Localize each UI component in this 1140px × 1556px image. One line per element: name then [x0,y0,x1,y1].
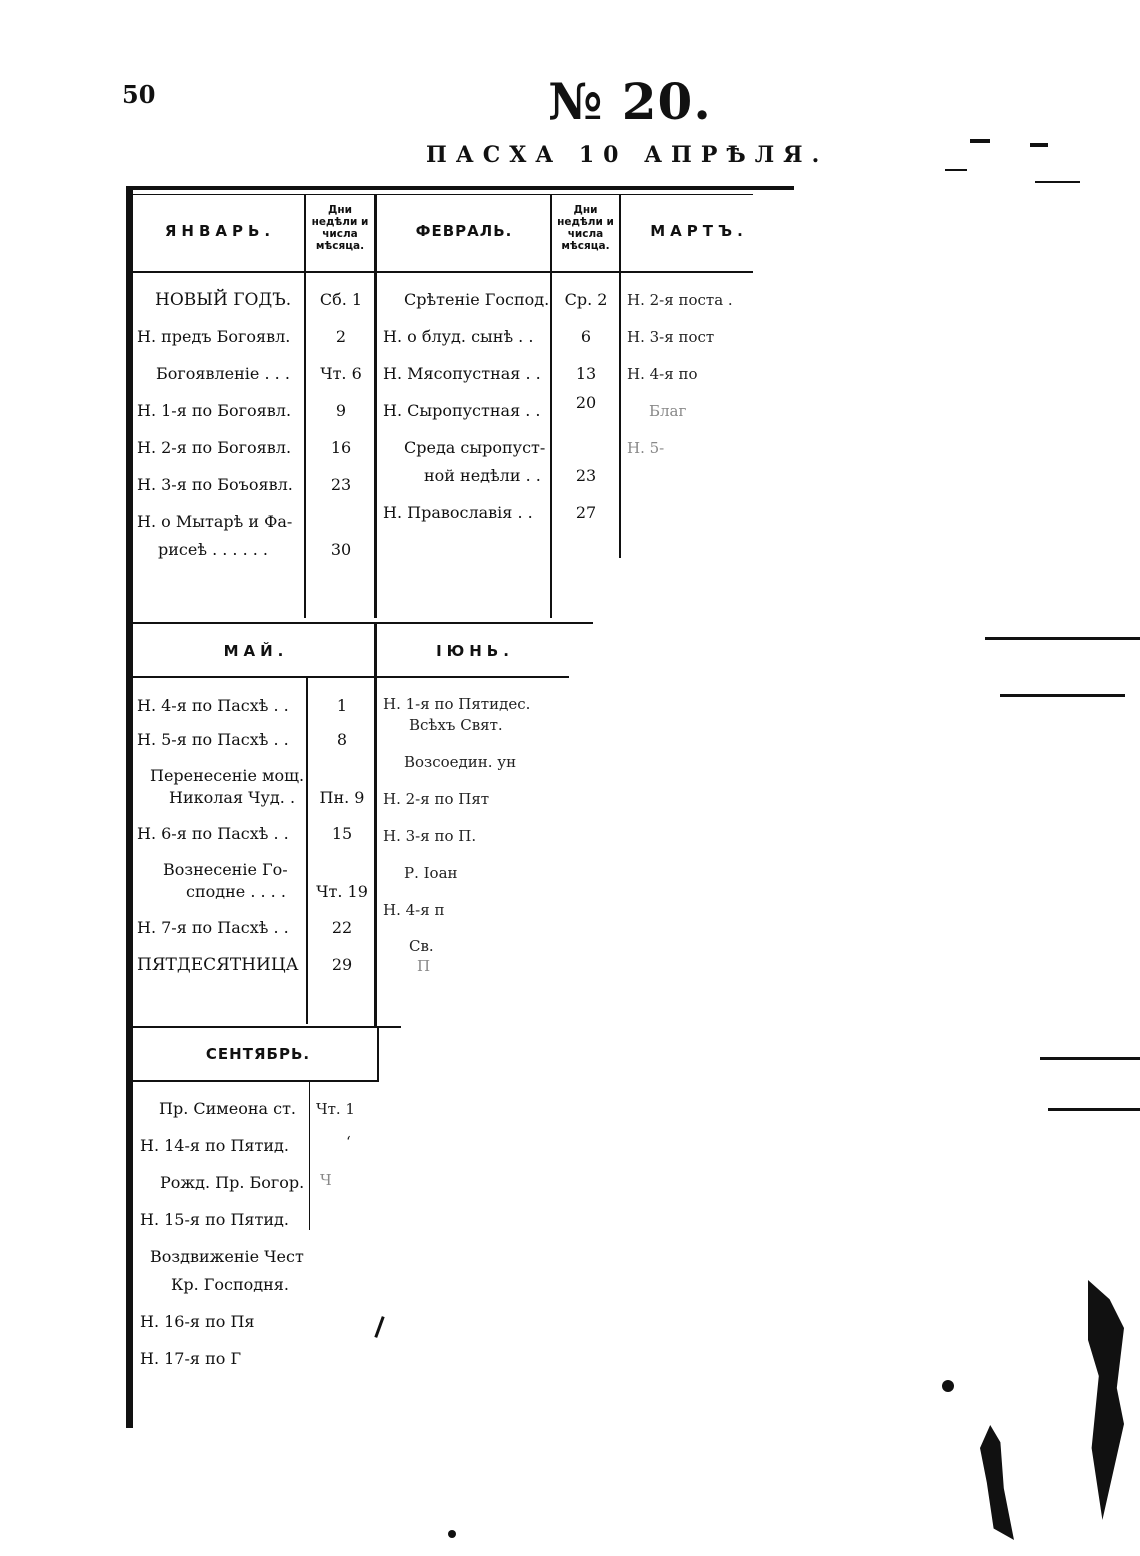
row1-header-rule [133,271,753,273]
may-label: Н. 6-я по Пасхѣ . . [137,824,289,843]
may-value: Пн. 9 [319,788,365,807]
scan-mark [1040,1057,1140,1060]
feb-value: 23 [575,466,597,485]
march-title: МАРТЪ. [650,222,748,240]
march-row: Благ [649,402,687,420]
feb-label: Н. Православія . . [383,503,533,522]
feb-label: Н. Сыропустная . . [383,401,541,420]
jan-label: Богоявленіе . . . [156,364,290,383]
page-number: 50 [122,80,156,109]
table-number: № 20. [548,72,712,131]
march-row: Н. 5- [627,439,665,457]
may-june-divider [374,624,377,1028]
feb-label: Н. о блуд. сынѣ . . [383,327,534,346]
scan-mark [374,1316,384,1338]
jan-label: НОВЫЙ ГОДЪ. [155,290,292,310]
feb-value: 13 [575,364,597,383]
june-row: Н. 4-я п [383,901,445,919]
march-row: Н. 2-я поста . [627,291,733,309]
june-row: Св. [409,937,434,955]
sep-label: Н. 15-я по Пятид. [140,1210,289,1229]
row3-top-rule [133,1026,401,1028]
jan-label: Н. предъ Богоявл. [137,327,291,346]
january-days-header: Дни недѣли и числа мѣсяца. [311,204,369,252]
jan-value: 30 [330,540,352,559]
feb-days-divider [550,194,552,618]
june-row: Р. Іоан [404,864,458,882]
may-label: Н. 7-я по Пасхѣ . . [137,918,289,937]
jan-value: 16 [330,438,352,457]
may-value: 29 [331,955,353,974]
sep-label: Кр. Господня. [171,1275,289,1294]
sep-label: Пр. Симеона ст. [159,1099,297,1118]
sep-label: Рожд. Пр. Богор. [160,1173,305,1192]
feb-label: Среда сыропуст- [404,438,546,457]
jan-feb-divider [374,194,377,618]
may-label: Н. 5-я по Пасхѣ . . [137,730,289,749]
may-value: 15 [331,824,353,843]
jan-label: Н. 1-я по Богоявл. [137,401,292,420]
february-title: ФЕВРАЛЬ. [415,222,513,240]
may-label: Николая Чуд. . [169,788,296,807]
scan-mark [1048,1108,1140,1111]
sep-value: Ч [320,1171,332,1189]
scan-mark [980,1425,1014,1540]
jan-value: 9 [335,401,347,420]
feb-label: Н. Мясопустная . . [383,364,541,383]
may-title: МАЙ. [223,642,289,660]
jan-value: 2 [335,327,347,346]
may-value: Чт. 19 [316,882,368,901]
september-title: СЕНТЯБРЬ. [205,1045,311,1063]
june-row: П [417,957,431,975]
feb-value: 20 [575,393,597,412]
february-days-header: Дни недѣли и числа мѣсяца. [557,204,614,252]
jan-days-divider [304,194,306,618]
june-header-rule [377,676,569,678]
may-label: Н. 4-я по Пасхѣ . . [137,696,289,715]
jan-label: Н. о Мытарѣ и Фа- [137,512,293,531]
june-row: Возсоедин. ун [404,753,517,771]
scan-mark [1035,181,1080,183]
may-header-rule [133,676,375,678]
jan-label: рисеѣ . . . . . . [158,540,269,559]
may-label: Вознесеніе Го- [163,860,288,879]
sep-label: Воздвиженіе Чест [150,1247,304,1266]
september-header-rule [133,1080,379,1082]
sep-value: Чт. 1 [316,1100,355,1118]
feb-mar-divider [619,194,621,558]
june-row: Н. 3-я по П. [383,827,477,845]
march-row: Н. 3-я пост [627,328,715,346]
june-row: Н. 1-я по Пятидес. [383,695,531,713]
scan-mark [942,1380,954,1392]
scan-mark [985,637,1140,640]
june-row: Н. 2-я по Пят [383,790,490,808]
september-days-divider [309,1082,310,1230]
scan-mark [945,169,967,171]
table-top-border [126,186,794,190]
scan-mark [1088,1280,1124,1520]
may-value: 1 [336,696,348,715]
table-left-border [126,188,133,1428]
may-label: сподне . . . . [186,882,286,901]
sep-label: Н. 17-я по Г [140,1349,242,1368]
feb-value: 6 [580,327,592,346]
march-row: Н. 4-я по [627,365,698,383]
may-days-divider [306,678,308,1024]
sep-label: Н. 14-я по Пятид. [140,1136,289,1155]
jan-label: Н. 3-я по Боъоявл. [137,475,293,494]
may-value: 22 [331,918,353,937]
scan-mark [1030,143,1048,147]
june-title: ІЮНЬ. [436,642,514,660]
sep-label: Н. 16-я по Пя [140,1312,255,1331]
september-header-right-border [377,1028,379,1080]
scan-mark [1000,694,1125,697]
feb-label: ной недѣли . . [424,466,541,485]
scan-mark [448,1530,456,1538]
june-row: Всѣхъ Свят. [409,716,503,734]
easter-date-subtitle: ПАСХА 10 АПРѢЛЯ. [426,142,829,168]
may-label: ПЯТДЕСЯТНИЦА [137,955,299,975]
january-title: ЯНВАРЬ. [164,222,276,240]
feb-value: Ср. 2 [564,290,608,309]
scan-mark [970,139,990,143]
jan-value: Чт. 6 [320,364,362,383]
may-value: 8 [336,730,348,749]
jan-value: 23 [330,475,352,494]
table-top-inner-rule [133,194,753,195]
sep-value: ʻ [346,1133,351,1151]
jan-value: Сб. 1 [319,290,363,309]
jan-label: Н. 2-я по Богоявл. [137,438,292,457]
may-label: Перенесеніе мощ. [150,766,305,785]
row2-top-rule [133,622,593,624]
feb-value: 27 [575,503,597,522]
feb-label: Срѣтеніе Господ. [404,290,550,309]
